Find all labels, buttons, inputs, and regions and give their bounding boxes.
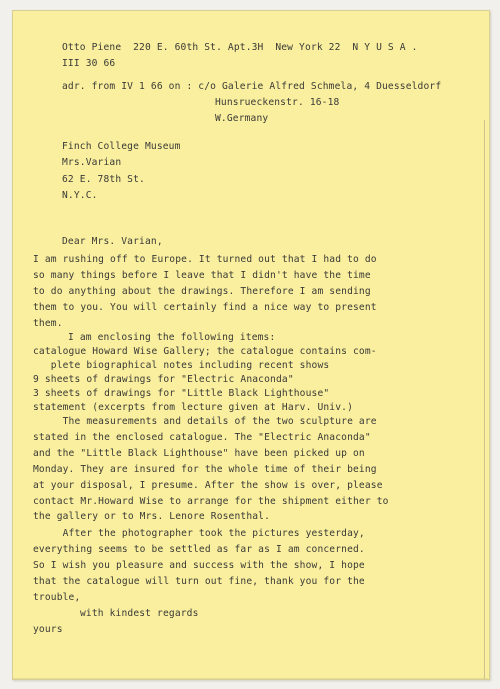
paragraph-3-line: So I wish you pleasure and success with the show, I hope <box>33 560 365 571</box>
sender-line: Otto Piene 220 E. 60th St. Apt.3H New York 22 N Y U S A . <box>62 42 418 53</box>
paragraph-2-line: contact Mr.Howard Wise to arrange for the shipment either to <box>33 496 389 507</box>
salutation: Dear Mrs. Varian, <box>62 236 163 247</box>
paragraph-2-line: at your disposal, I presume. After the show is over, please <box>33 480 383 491</box>
signoff: yours <box>33 624 63 635</box>
enclosure-item: 9 sheets of drawings for "Electric Anaconda" <box>33 374 294 385</box>
paragraph-2-line: The measurements and details of the two sculpture are <box>33 416 377 427</box>
paragraph-3-line: After the photographer took the pictures yesterday, <box>33 528 365 539</box>
paragraph-3-line: trouble, <box>33 592 81 603</box>
paragraph-3-line: everything seems to be settled as far as I am concerned. <box>33 544 365 555</box>
paragraph-1-line: I am rushing off to Europe. It turned out that I had to do <box>33 254 377 265</box>
recipient-line-3: 62 E. 78th St. <box>62 174 145 185</box>
paragraph-2-line: Monday. They are insured for the whole time of their being <box>33 464 377 475</box>
enclosing-intro: I am enclosing the following items: <box>68 332 276 343</box>
recipient-line-1: Finch College Museum <box>62 141 181 152</box>
paragraph-3-line: that the catalogue will turn out fine, thank you for the <box>33 576 365 587</box>
paragraph-2-line: and the "Little Black Lighthouse" have been picked up on <box>33 448 365 459</box>
address-line-3: W.Germany <box>215 113 269 124</box>
paragraph-2-line: stated in the enclosed catalogue. The "Electric Anaconda" <box>33 432 371 443</box>
paragraph-2-line: the gallery or to Mrs. Lenore Rosenthal. <box>33 511 271 522</box>
paragraph-1-line: so many things before I leave that I didn't have the time <box>33 270 371 281</box>
letter-date: III 30 66 <box>62 58 116 69</box>
paragraph-1-line: them to you. You will certainly find a nice way to present <box>33 302 377 313</box>
paragraph-1-line: to do anything about the drawings. Therefore I am sending <box>33 286 371 297</box>
enclosure-item: plete biographical notes including recent shows <box>33 360 330 371</box>
address-line-1: adr. from IV 1 66 on : c/o Galerie Alfred Schmela, 4 Duesseldorf <box>62 81 442 92</box>
enclosure-item: catalogue Howard Wise Gallery; the catalogue contains com- <box>33 346 377 357</box>
recipient-line-4: N.Y.C. <box>62 190 98 201</box>
recipient-line-2: Mrs.Varian <box>62 157 122 168</box>
paper-edge-line <box>484 120 485 680</box>
paragraph-1-line: them. <box>33 318 63 329</box>
closing: with kindest regards <box>80 608 199 619</box>
paper-bottom-edge <box>12 678 488 680</box>
enclosure-item: statement (excerpts from lecture given at Harv. Univ.) <box>33 402 353 413</box>
enclosure-item: 3 sheets of drawings for "Little Black Lighthouse" <box>33 388 330 399</box>
address-line-2: Hunsrueckenstr. 16-18 <box>215 97 340 108</box>
